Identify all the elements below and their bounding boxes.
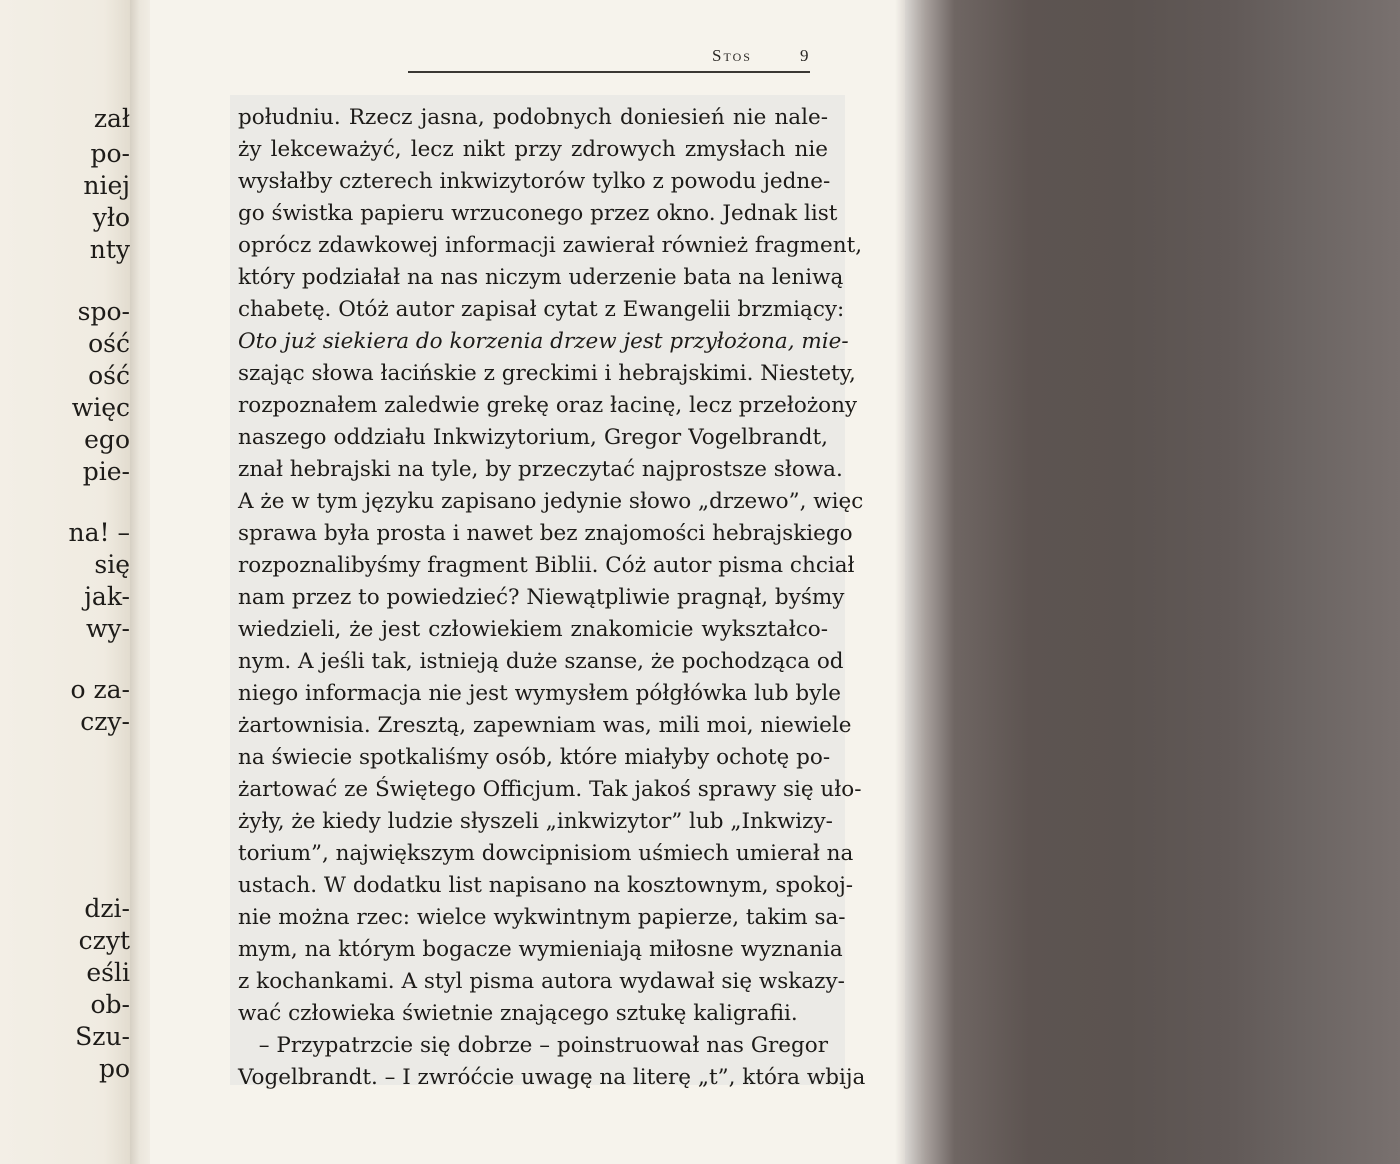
body-line: który podziałał na nas niczym uderzenie bata na leniwą xyxy=(238,265,844,290)
body-line: ustach. W dodatku list napisano na kosztownym, spokoj- xyxy=(238,873,854,898)
left-page xyxy=(0,0,130,1164)
body-line: nym. A jeśli tak, istnieją duże szanse, że pochodząca od xyxy=(238,649,844,674)
body-line: nam przez to powiedzieć? Niewątpliwie pragnął, byśmy xyxy=(238,585,845,610)
body-line: południu. Rzecz jasna, podobnych doniesień nie nale- xyxy=(238,105,828,130)
header-rule xyxy=(408,71,810,73)
left-page-line: po- xyxy=(90,139,130,168)
left-page-line: eśli xyxy=(86,958,130,987)
left-page-line: o za- xyxy=(70,675,130,704)
left-page-line: więc xyxy=(71,393,130,422)
body-line: szając słowa łacińskie z greckimi i hebrajskimi. Niestety, xyxy=(238,361,856,386)
left-page-line: się xyxy=(94,550,130,579)
body-line-quote: Oto już siekiera do korzenia drzew jest przyłożona, mie- xyxy=(238,329,849,354)
left-page-line: Szu- xyxy=(75,1022,130,1051)
left-page-line: czyt xyxy=(78,926,130,955)
left-page-line: yło xyxy=(92,203,130,232)
body-line: żyły, że kiedy ludzie słyszeli „inkwizytor” lub „Inkwizy- xyxy=(238,809,833,834)
body-line: z kochankami. A styl pisma autora wydawał się wskazy- xyxy=(238,969,845,994)
body-line: nie można rzec: wielce wykwintnym papierze, takim sa- xyxy=(238,905,846,930)
body-line: oprócz zdawkowej informacji zawierał również fragment, xyxy=(238,233,863,258)
left-page-line: na! – xyxy=(68,518,130,547)
running-head: Stos xyxy=(712,46,752,65)
left-page-line: pie- xyxy=(82,457,130,486)
body-line-dialogue: – Przypatrzcie się dobrze – poinstruował nas Gregor xyxy=(238,1033,828,1058)
left-page-line: spo- xyxy=(77,297,130,326)
body-line: na świecie spotkaliśmy osób, które miałyby ochotę po- xyxy=(238,745,831,770)
left-page-line: dzi- xyxy=(84,894,130,923)
body-line: mym, na którym bogacze wymieniają miłosne wyznania xyxy=(238,937,843,962)
body-line: wać człowieka świetnie znającego sztukę kaligrafii. xyxy=(238,1001,798,1026)
left-page-line: po xyxy=(98,1054,130,1083)
body-line: naszego oddziału Inkwizytorium, Gregor Vogelbrandt, xyxy=(238,425,828,450)
left-page-line: ość xyxy=(88,329,130,358)
left-page-line: jak- xyxy=(84,582,130,611)
body-line: chabetę. Otóż autor zapisał cytat z Ewangelii brzmiący: xyxy=(238,297,845,322)
body-line: go świstka papieru wrzuconego przez okno. Jednak list xyxy=(238,201,838,226)
body-line: Vogelbrandt. – I zwróćcie uwagę na literę „t”, która wbija xyxy=(238,1065,866,1090)
left-page-line: zał xyxy=(93,104,130,133)
body-line: sprawa była prosta i nawet bez znajomości hebrajskiego xyxy=(238,521,853,546)
left-page-line: ość xyxy=(88,361,130,390)
body-line: żartownisia. Zresztą, zapewniam was, mili moi, niewiele xyxy=(238,713,852,738)
body-line: wysłałby czterech inkwizytorów tylko z powodu jedne- xyxy=(238,169,831,194)
body-line: niego informacja nie jest wymysłem półgłówka lub byle xyxy=(238,681,841,706)
body-line: ży lekceważyć, lecz nikt przy zdrowych zmysłach nie xyxy=(238,137,828,162)
left-page-line: ob- xyxy=(90,990,130,1019)
body-line: znał hebrajski na tyle, by przeczytać najprostsze słowa. xyxy=(238,457,843,482)
left-page-line: nty xyxy=(89,235,130,264)
body-line: żartować ze Świętego Officjum. Tak jakoś sprawy się uło- xyxy=(238,777,862,802)
page-number: 9 xyxy=(800,46,809,65)
body-line: rozpoznalibyśmy fragment Biblii. Cóż autor pisma chciał xyxy=(238,553,855,578)
left-page-line: czy- xyxy=(80,707,130,736)
left-page-line: ego xyxy=(84,425,130,454)
left-page-line: niej xyxy=(83,171,130,200)
left-page-line: wy- xyxy=(86,614,130,643)
body-line: A że w tym języku zapisano jedynie słowo „drzewo”, więc xyxy=(238,489,864,514)
body-line: rozpoznałem zaledwie grekę oraz łacinę, lecz przełożony xyxy=(238,393,858,418)
body-line: torium”, największym dowcipnisiom uśmiech umierał na xyxy=(238,841,854,866)
body-line: wiedzieli, że jest człowiekiem znakomicie wykształco- xyxy=(238,617,828,642)
scanner-shadow xyxy=(905,0,1400,1164)
